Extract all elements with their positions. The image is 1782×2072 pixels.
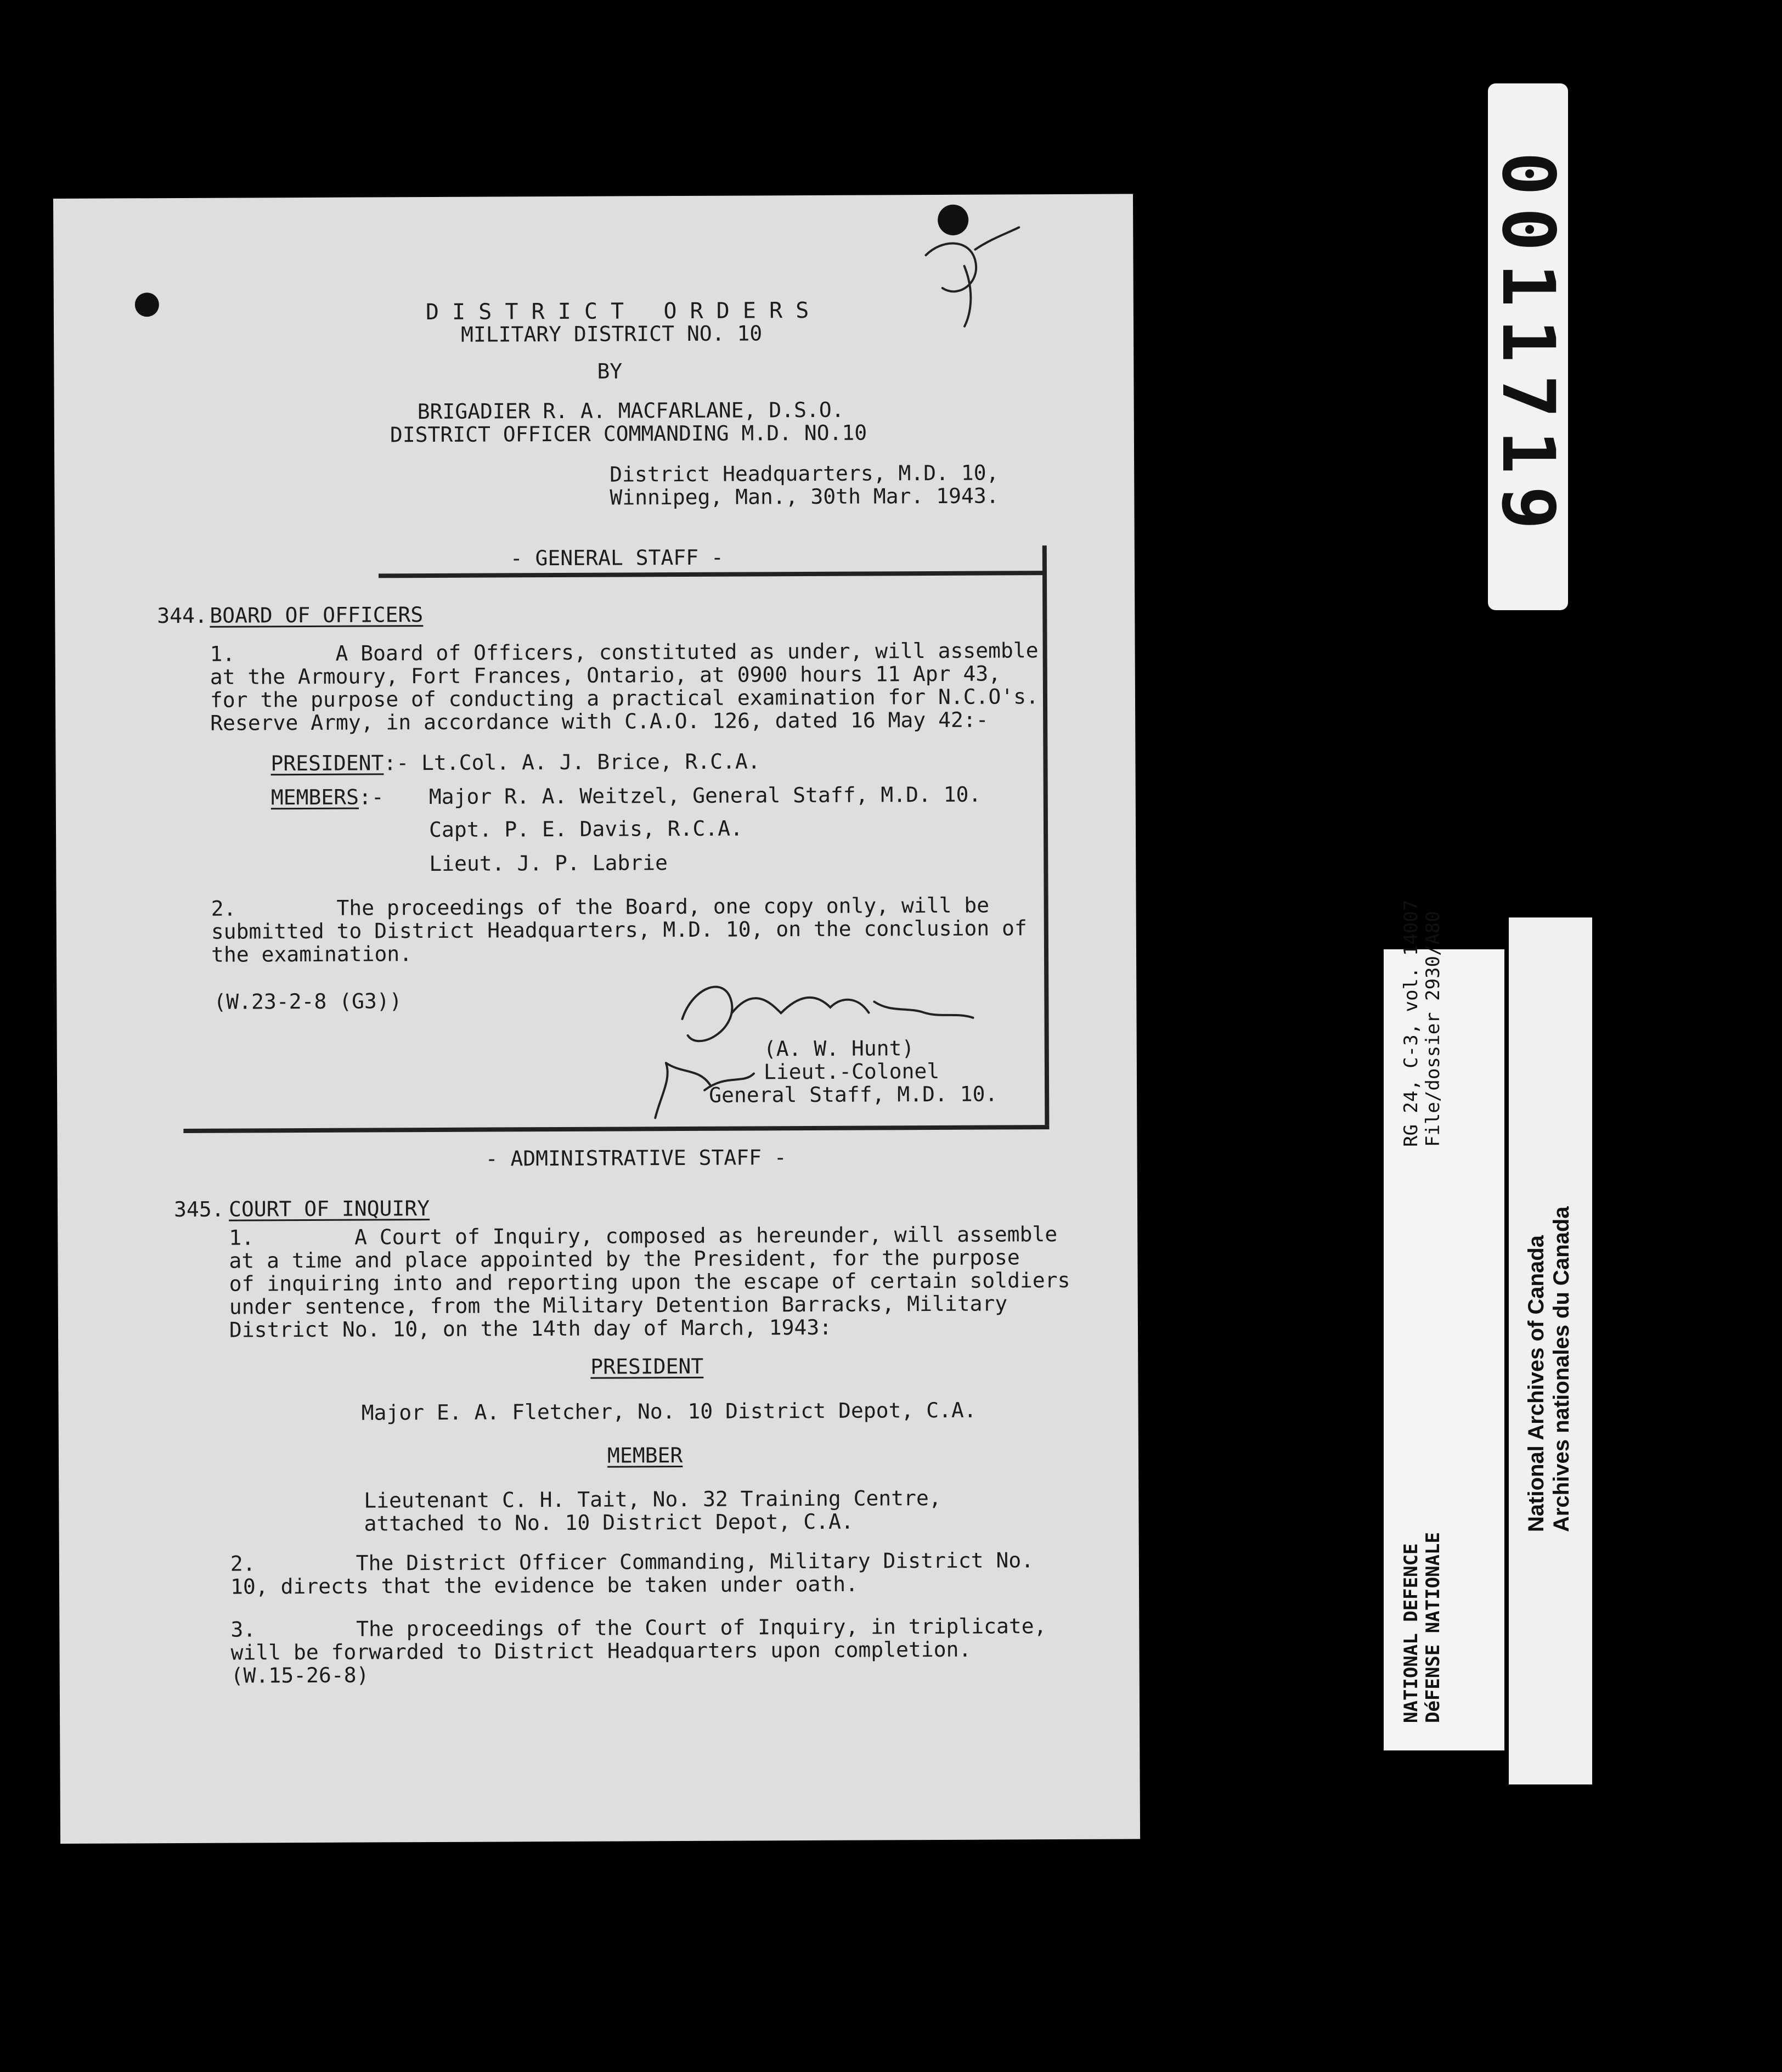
order-345-para1-line: District No. 10, on the 14th day of March, 1943: [229,1315,832,1342]
order-345-title: COURT OF INQUIRY [228,1196,430,1221]
order-344-para1-line: 1. A Board of Officers, constituted as under, will assemble [210,638,1039,666]
order-345-para1-line: under sentence, from the Military Detention Barracks, Military [229,1291,1008,1319]
commander-title: DISTRICT OFFICER COMMANDING M.D. NO.10 [390,420,867,447]
orders-heading: D I S T R I C T O R D E R S [425,297,809,325]
president-label: PRESIDENT [270,751,384,776]
board-member: Lieut. J. P. Labrie [429,851,668,876]
order-344-para1-line: at the Armoury, Fort Frances, Ontario, at 0900 hours 11 Apr 43, [210,661,1001,689]
order-344-para2-line: the examination. [211,942,413,967]
handwritten-mark [909,216,1030,337]
box-right-rule [1042,545,1050,1125]
department-fr: DéFENSE NATIONALE [1422,1532,1444,1723]
court-member-heading: MEMBER [607,1443,683,1468]
order-345-para3-line: will be forwarded to District Headquarters upon completion. [230,1637,972,1665]
date-line: Winnipeg, Man., 30th Mar. 1943. [610,483,999,510]
order-345-para1-line: at a time and place appointed by the President, for the purpose [229,1245,1020,1273]
board-member: Capt. P. E. Davis, R.C.A. [428,816,743,842]
order-344-file-ref: (W.23-2-8 (G3)) [213,989,402,1014]
archives-name-en: National Archives of Canada [1524,1235,1548,1532]
order-344-para2-line: 2. The proceedings of the Board, one copy only, will be [211,893,990,921]
location-line: District Headquarters, M.D. 10, [610,460,999,487]
order-345-para1-line: of inquiring into and reporting upon the escape of certain soldiers [229,1268,1070,1296]
signatory-name: (A. W. Hunt) [763,1036,915,1061]
signatory-unit: General Staff, M.D. 10. [709,1082,998,1107]
order-345-file-ref: (W.15-26-8) [230,1663,369,1688]
order-345-number: 345. [173,1197,224,1222]
members-colon: :- [358,785,384,809]
by-line: BY [597,359,623,384]
commander-name: BRIGADIER R. A. MACFARLANE, D.S.O. [417,397,844,424]
frame-number-label [1488,83,1568,610]
department-en: NATIONAL DEFENCE [1400,1543,1422,1723]
order-345-para1-line: 1. A Court of Inquiry, composed as hereunder, will assemble [229,1222,1058,1250]
national-archives-label [1509,917,1592,1784]
order-344-title: BOARD OF OFFICERS [210,603,424,628]
order-344-para1-line: for the purpose of conducting a practical examination for N.C.O's. [210,684,1039,712]
order-344-para2-line: submitted to District Headquarters, M.D. 10, on the conclusion of [211,916,1027,944]
order-345-para3-line: 3. The proceedings of the Court of Inquiry, in triplicate, [230,1614,1047,1642]
box-top-rule [379,571,1042,578]
archives-name-fr: Archives nationales du Canada [1549,1206,1574,1532]
members-row [271,786,384,808]
general-staff-heading: - GENERAL STAFF - [510,545,724,571]
board-president-row [270,751,760,774]
frame-number: 0011719 [1486,151,1570,542]
punch-hole [135,292,159,317]
order-344-para1-line: Reserve Army, in accordance with C.A.O. 126, dated 16 May 42:- [210,707,989,735]
order-345-para2-line: 2. The District Officer Commanding, Military District No. [230,1548,1034,1576]
court-president-heading: PRESIDENT [590,1354,704,1379]
reference-line: RG 24, C-3, vol. 14007 [1400,899,1422,1147]
members-label: MEMBERS [270,785,359,810]
court-president: Major E. A. Fletcher, No. 10 District Depot, C.A. [361,1398,977,1425]
board-member: Major R. A. Weitzel, General Staff, M.D. 10. [428,782,982,809]
signatory-rank: Lieut.-Colonel [763,1058,940,1084]
order-344-number: 344. [157,603,207,628]
reference-line: File/dossier 2930/A80 [1422,911,1444,1147]
court-member-line: Lieutenant C. H. Tait, No. 32 Training Centre, [364,1485,941,1513]
board-president: :- Lt.Col. A. J. Brice, R.C.A. [384,749,760,775]
archive-reference-label [1384,899,1504,1750]
district-line: MILITARY DISTRICT NO. 10 [460,321,763,347]
court-member-line: attached to No. 10 District Depot, C.A. [364,1509,854,1536]
order-345-para2-line: 10, directs that the evidence be taken under oath. [230,1572,859,1599]
document-page [53,194,1140,1844]
administrative-staff-heading: - ADMINISTRATIVE STAFF - [485,1145,787,1171]
